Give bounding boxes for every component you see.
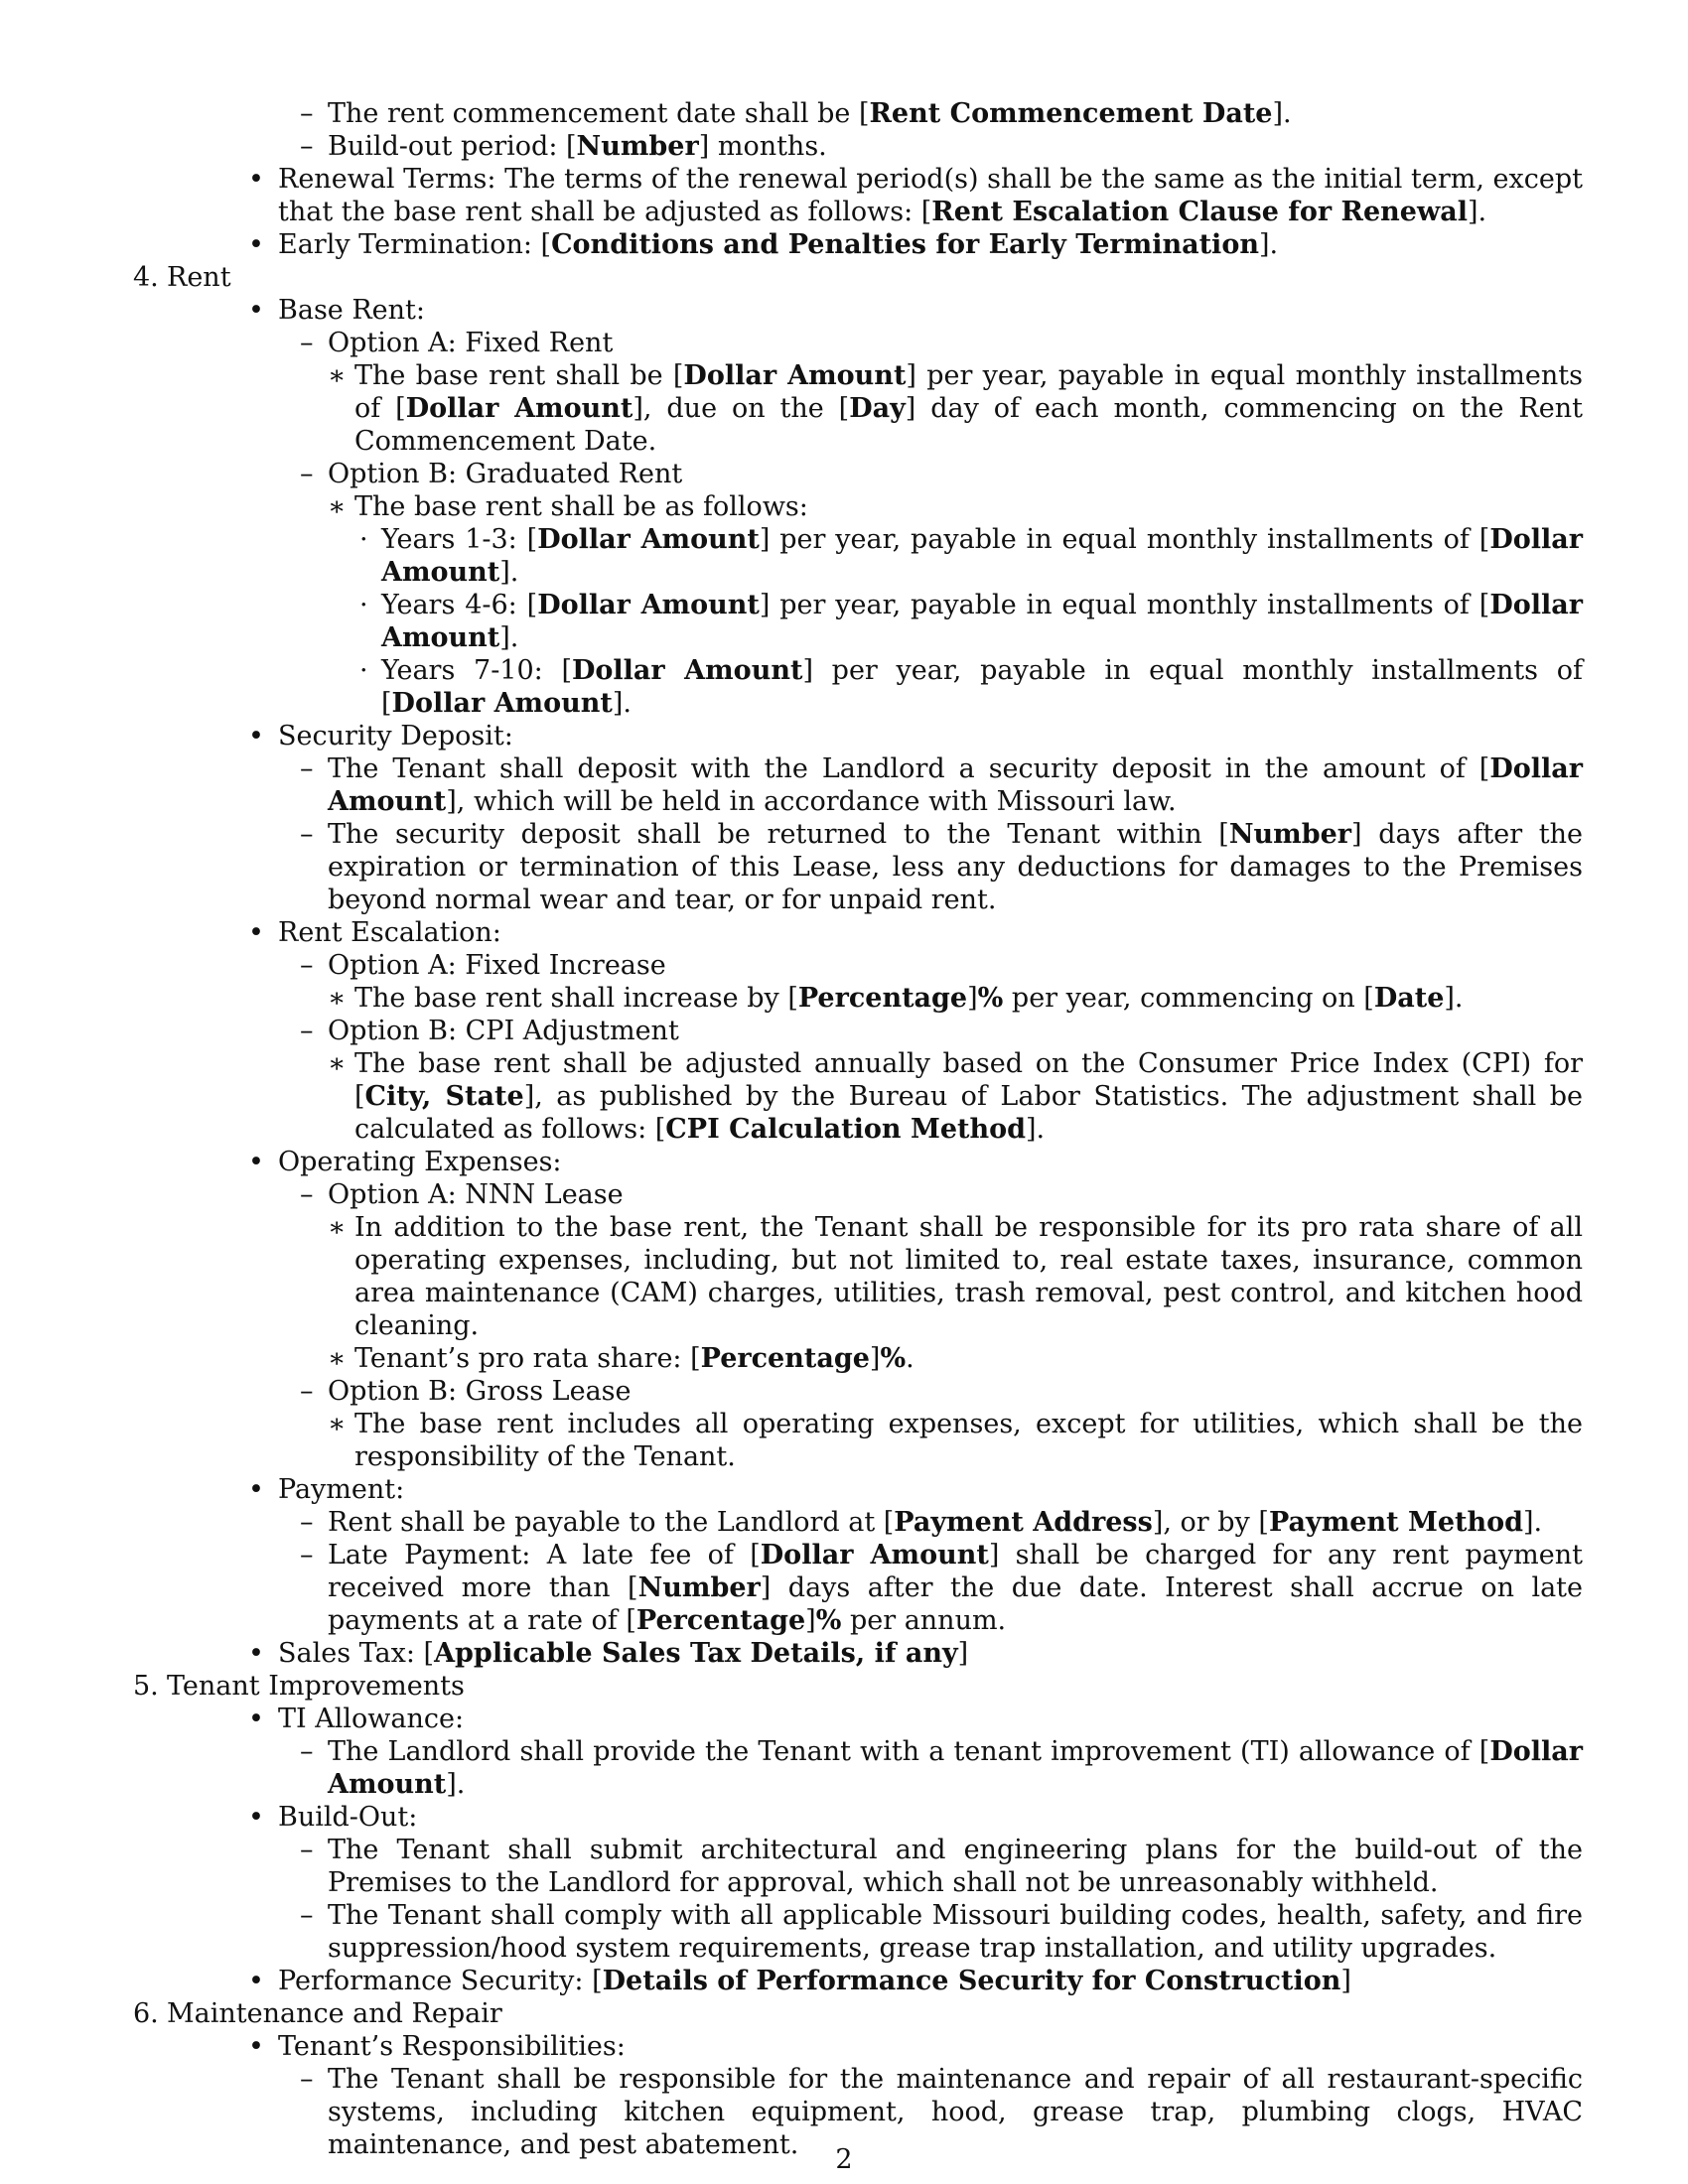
schedule-item: · Years 1-3: [Dollar Amount] per year, payable in equal monthly installments of [Dollar Amount]. xyxy=(359,524,1583,588)
list-item: ∗ In addition to the base rent, the Tenant shall be responsible for its pro rata share of all operating expenses, including, but not limited to, real estate taxes, insurance, common area maintenance (CAM) charges, utilities, trash removal, pest control, and kitchen hood cleaning. xyxy=(328,1212,1583,1341)
asterisk-marker: ∗ xyxy=(328,1212,347,1243)
dash-marker: – xyxy=(300,328,314,358)
section-heading: 6. Maintenance and Repair xyxy=(133,1998,502,2029)
list-item: ∗ Tenant’s pro rata share: [Percentage]%. xyxy=(328,1343,914,1374)
bullet-marker: • xyxy=(248,229,264,260)
bullet-marker: • xyxy=(248,721,264,751)
bullet-marker: • xyxy=(248,2031,264,2062)
list-item: – The security deposit shall be returned to the Tenant within [Number] days after the expiration or termination of this Lease, less any deductions for damages to the Premises beyond normal wear and tear, or for unpaid rent. xyxy=(300,819,1583,915)
bullet-marker: • xyxy=(248,1147,264,1177)
bullet-marker: • xyxy=(248,1704,264,1734)
list-item: ∗ The base rent includes all operating expenses, except for utilities, which shall be the responsibility of the Tenant. xyxy=(328,1409,1583,1472)
list-item: – The Tenant shall comply with all applicable Missouri building codes, health, safety, and fire suppression/hood system requirements, grease trap installation, and utility upgrades. xyxy=(300,1900,1583,1964)
schedule-item: · Years 7-10: [Dollar Amount] per year, payable in equal monthly installments of [Dollar Amount]. xyxy=(359,655,1583,719)
list-item: ∗ The base rent shall increase by [Percentage]% per year, commencing on [Date]. xyxy=(328,983,1464,1014)
dot-marker: · xyxy=(359,655,368,686)
list-item: – Rent shall be payable to the Landlord at [Payment Address], or by [Payment Method]. xyxy=(300,1507,1543,1538)
dot-marker: · xyxy=(359,590,368,620)
list-item: • Security Deposit: xyxy=(248,721,513,751)
dash-marker: – xyxy=(300,753,314,784)
list-item: • Operating Expenses: xyxy=(248,1147,562,1177)
page-number: 2 xyxy=(835,2144,853,2175)
dash-marker: – xyxy=(300,1179,314,1210)
list-item: ∗ The base rent shall be as follows: xyxy=(328,491,808,522)
list-item: – Late Payment: A late fee of [Dollar Amount] shall be charged for any rent payment received more than [Number] days after the due date. Interest shall accrue on late payments at a rate of [Percentage]% per annum. xyxy=(300,1540,1583,1636)
list-item: – The Landlord shall provide the Tenant with a tenant improvement (TI) allowance of [Dollar Amount]. xyxy=(300,1736,1583,1800)
document-body xyxy=(133,97,1583,2161)
asterisk-marker: ∗ xyxy=(328,983,347,1014)
schedule-item: · Years 4-6: [Dollar Amount] per year, payable in equal monthly installments of [Dollar Amount]. xyxy=(359,590,1583,653)
list-item: ∗ The base rent shall be [Dollar Amount] per year, payable in equal monthly installments of [Dollar Amount], due on the [Day] day of each month, commencing on the Rent Commencement Date. xyxy=(328,360,1583,457)
list-item: – The Tenant shall submit architectural and engineering plans for the build-out of the Premises to the Landlord for approval, which shall not be unreasonably withheld. xyxy=(300,1835,1583,1898)
list-item: – Option B: Gross Lease xyxy=(300,1376,632,1407)
asterisk-marker: ∗ xyxy=(328,360,347,391)
dot-marker: · xyxy=(359,524,368,555)
bullet-marker: • xyxy=(248,164,264,195)
bullet-marker: • xyxy=(248,917,264,948)
list-item: • Renewal Terms: The terms of the renewal period(s) shall be the same as the initial term, except that the base rent shall be adjusted as follows: [Rent Escalation Clause for Renewal]. xyxy=(248,164,1583,227)
dash-marker: – xyxy=(300,131,314,162)
section-heading: 4. Rent xyxy=(133,262,231,293)
section-heading: 5. Tenant Improvements xyxy=(133,1671,465,1702)
list-item: • Rent Escalation: xyxy=(248,917,501,948)
bullet-marker: • xyxy=(248,1966,264,1996)
list-item: • Build-Out: xyxy=(248,1802,418,1833)
asterisk-marker: ∗ xyxy=(328,1409,347,1439)
dash-marker: – xyxy=(300,459,314,489)
dash-marker: – xyxy=(300,98,314,129)
asterisk-marker: ∗ xyxy=(328,1048,347,1079)
dash-marker: – xyxy=(300,1835,314,1865)
dash-marker: – xyxy=(300,1507,314,1538)
list-item: • Early Termination: [Conditions and Penalties for Early Termination]. xyxy=(248,229,1279,260)
list-item: – Option B: Graduated Rent xyxy=(300,459,683,489)
list-item: – Option A: NNN Lease xyxy=(300,1179,624,1210)
bullet-marker: • xyxy=(248,1638,264,1669)
list-item: • Base Rent: xyxy=(248,295,425,326)
list-item: – Option A: Fixed Increase xyxy=(300,950,666,981)
list-item: • Sales Tax: [Applicable Sales Tax Details, if any] xyxy=(248,1638,969,1669)
dash-marker: – xyxy=(300,1376,314,1407)
list-item: – Build-out period: [Number] months. xyxy=(300,131,827,162)
dash-marker: – xyxy=(300,2064,314,2095)
list-item: – Option B: CPI Adjustment xyxy=(300,1016,679,1046)
dash-marker: – xyxy=(300,1900,314,1931)
list-item: – The rent commencement date shall be [Rent Commencement Date]. xyxy=(300,98,1292,129)
bullet-marker: • xyxy=(248,1802,264,1833)
dash-marker: – xyxy=(300,1540,314,1570)
bullet-marker: • xyxy=(248,295,264,326)
list-item: ∗ The base rent shall be adjusted annually based on the Consumer Price Index (CPI) for [City, State], as published by the Bureau of Labor Statistics. The adjustment shall be calculated as follows: [CPI Calculation Method]. xyxy=(328,1048,1583,1145)
asterisk-marker: ∗ xyxy=(328,491,347,522)
list-item: • TI Allowance: xyxy=(248,1704,465,1734)
dash-marker: – xyxy=(300,1016,314,1046)
list-item: – The Tenant shall deposit with the Landlord a security deposit in the amount of [Dollar Amount], which will be held in accordance with Missouri law. xyxy=(300,753,1583,817)
dash-marker: – xyxy=(300,950,314,981)
list-item: • Payment: xyxy=(248,1474,405,1505)
list-item: – The Tenant shall be responsible for the maintenance and repair of all restaurant-specific systems, including kitchen equipment, hood, grease trap, plumbing clogs, HVAC maintenance, and pest abatement. xyxy=(300,2064,1583,2160)
list-item: • Performance Security: [Details of Performance Security for Construction] xyxy=(248,1966,1351,1996)
list-item: • Tenant’s Responsibilities: xyxy=(248,2031,626,2062)
dash-marker: – xyxy=(300,1736,314,1767)
asterisk-marker: ∗ xyxy=(328,1343,347,1374)
bullet-marker: • xyxy=(248,1474,264,1505)
list-item: – Option A: Fixed Rent xyxy=(300,328,614,358)
dash-marker: – xyxy=(300,819,314,850)
